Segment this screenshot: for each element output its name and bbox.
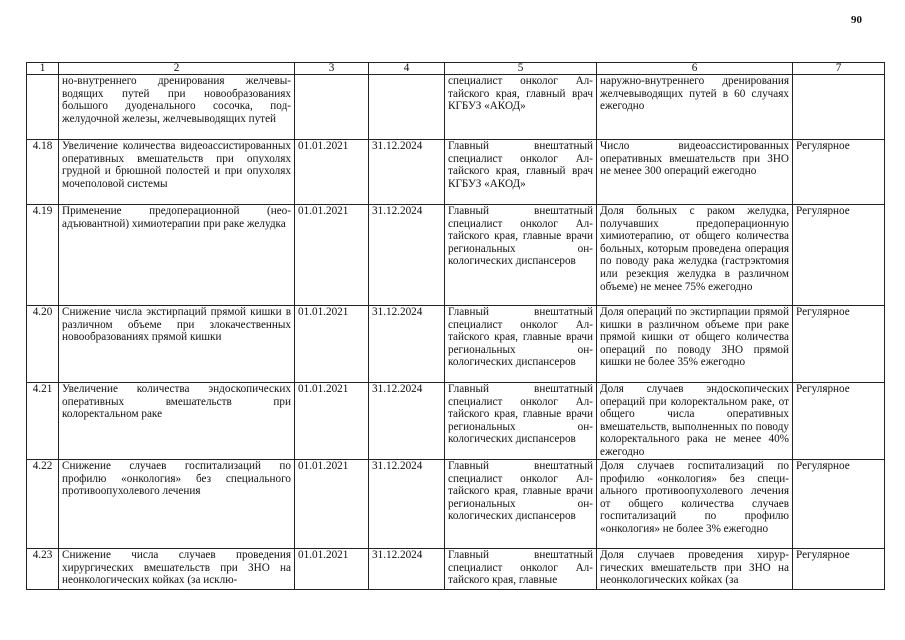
column-header-5: 5 (445, 63, 597, 75)
start-date-cell: 01.01.2021 (295, 460, 369, 549)
row-number: 4.23 (27, 549, 59, 590)
end-date-cell (369, 75, 445, 140)
measure-cell: но-внутреннего дренирования желчевыводящих путей при новообразованиях большого дуоденального сосочка, поджелудочной железы, желчевыводящих путей (59, 75, 295, 140)
page-number: 90 (851, 14, 862, 26)
row-number: 4.20 (27, 306, 59, 383)
column-header-3: 3 (295, 63, 369, 75)
indicator-cell: Доля случаев эндоскопических операций при колоректальном раке, от общего числа оперативных вмешательств, выполненных по поводу колоректального рака не менее 40% ежегодно (597, 383, 793, 460)
row-number: 4.22 (27, 460, 59, 549)
measure-cell: Снижение числа экстирпаций прямой кишки в различном объеме при злокачественных новообразованиях прямой кишки (59, 306, 295, 383)
end-date-cell: 31.12.2024 (369, 549, 445, 590)
column-number-header-row (27, 63, 885, 75)
indicator-cell: Число видеоассистированных оперативных вмешательств при ЗНО не менее 300 операций ежегодно (597, 140, 793, 205)
column-header-2: 2 (59, 63, 295, 75)
responsible-cell: Главный внештатный специалист онколог Алтайского края, главные врачи региональных онкологических диспансеров (445, 460, 597, 549)
table-row (27, 306, 885, 383)
activity-plan-table (26, 62, 885, 590)
row-number (27, 75, 59, 140)
end-date-cell: 31.12.2024 (369, 140, 445, 205)
end-date-cell: 31.12.2024 (369, 205, 445, 306)
measure-cell: Увеличение количества видеоассистированных оперативных вмешательств при опухолях грудной и брюшной полостей и при опухолях мочеполовой системы (59, 140, 295, 205)
measure-cell: Снижение случаев госпитализаций по профилю «онкология» без специального противоопухолевого лечения (59, 460, 295, 549)
start-date-cell: 01.01.2021 (295, 205, 369, 306)
row-number: 4.21 (27, 383, 59, 460)
start-date-cell (295, 75, 369, 140)
measure-cell: Снижение числа случаев проведения хирургических вмешательств при ЗНО на неонкологических койках (за исклю- (59, 549, 295, 590)
indicator-cell: Доля случаев проведения хирургических вмешательств при ЗНО на неонкологических койках (за (597, 549, 793, 590)
column-header-1: 1 (27, 63, 59, 75)
frequency-cell: Регулярное (793, 383, 885, 460)
start-date-cell: 01.01.2021 (295, 549, 369, 590)
frequency-cell: Регулярное (793, 549, 885, 590)
start-date-cell: 01.01.2021 (295, 140, 369, 205)
table-row (27, 460, 885, 549)
column-header-6: 6 (597, 63, 793, 75)
responsible-cell: Главный внештатный специалист онколог Алтайского края, главные врачи региональных онкологических диспансеров (445, 383, 597, 460)
responsible-cell: Главный внештатный специалист онколог Алтайского края, главные (445, 549, 597, 590)
table-row (27, 205, 885, 306)
table-row (27, 549, 885, 590)
frequency-cell: Регулярное (793, 140, 885, 205)
end-date-cell: 31.12.2024 (369, 306, 445, 383)
responsible-cell: Главный внештатный специалист онколог Алтайского края, главный врач КГБУЗ «АКОД» (445, 140, 597, 205)
table-row (27, 140, 885, 205)
row-number: 4.19 (27, 205, 59, 306)
measure-cell: Применение предоперационной (неоадъювантной) химиотерапии при раке желудка (59, 205, 295, 306)
column-header-4: 4 (369, 63, 445, 75)
table-row (27, 383, 885, 460)
responsible-cell: Главный внештатный специалист онколог Алтайского края, главные врачи региональных онкологических диспансеров (445, 306, 597, 383)
column-header-7: 7 (793, 63, 885, 75)
frequency-cell: Регулярное (793, 460, 885, 549)
indicator-cell: наружно-внутреннего дренирования желчевыводящих путей в 60 случаях ежегодно (597, 75, 793, 140)
table-row (27, 75, 885, 140)
start-date-cell: 01.01.2021 (295, 383, 369, 460)
frequency-cell (793, 75, 885, 140)
indicator-cell: Доля случаев госпитализаций по профилю «онкология» без специального противоопухолевого лечения от общего количества случаев госпитализаций по профилю «онкология» не более 3% ежегодно (597, 460, 793, 549)
indicator-cell: Доля больных с раком желудка, получавших предоперационную химиотерапию, от общего количества больных, которым проведена операция по поводу рака желудка (гастрэктомия или резекция желудка в различном объеме) не менее 75% ежегодно (597, 205, 793, 306)
responsible-cell: специалист онколог Алтайского края, главный врач КГБУЗ «АКОД» (445, 75, 597, 140)
end-date-cell: 31.12.2024 (369, 460, 445, 549)
responsible-cell: Главный внештатный специалист онколог Алтайского края, главные врачи региональных онкологических диспансеров (445, 205, 597, 306)
row-number: 4.18 (27, 140, 59, 205)
measure-cell: Увеличение количества эндоскопических оперативных вмешательств при колоректальном раке (59, 383, 295, 460)
end-date-cell: 31.12.2024 (369, 383, 445, 460)
start-date-cell: 01.01.2021 (295, 306, 369, 383)
frequency-cell: Регулярное (793, 205, 885, 306)
frequency-cell: Регулярное (793, 306, 885, 383)
indicator-cell: Доля операций по экстирпации прямой кишки в различном объеме при раке прямой кишки от общего количества операций по поводу ЗНО прямой кишки не более 35% ежегодно (597, 306, 793, 383)
